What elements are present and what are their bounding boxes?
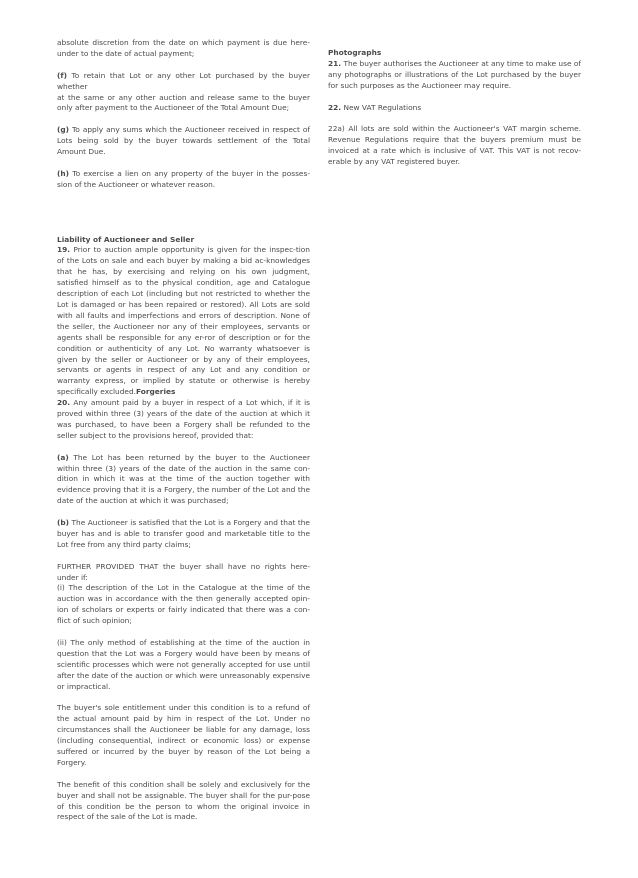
section-text: All lots are sold within the Auctioneer's VAT margin scheme. Revenue Regulations require that the buyers premium must be invoiced at a rate which is inclusive of VAT. This VAT is not recov-erable by any VAT registered buyer.	[328, 124, 581, 167]
paragraph-text: FURTHER PROVIDED THAT the buyer shall have no rights here-under if:	[57, 561, 310, 582]
clause-ii	[57, 638, 310, 693]
clause-text: To apply any sums which the Auctioneer received in respect of Lots being sold by the buyer towards settlement of the Total Amount Due.	[57, 125, 310, 157]
section-22a	[328, 124, 581, 168]
section-number: 19.	[57, 245, 71, 255]
clause-g	[57, 125, 310, 158]
section-text: Any amount paid by a buyer in respect of a Lot which, if it is proved within three (3) years of the date of the auction at which it was purchased, to have been a Forgery shall be refunded to the seller subject to the provisions hereof, provided that:	[57, 398, 310, 440]
clause-h	[57, 169, 310, 191]
section-19	[57, 235, 310, 442]
clause-text: To retain that Lot or any other Lot purchased by the buyer whether	[57, 70, 310, 91]
clause-text: The Lot has been returned by the buyer to the Auctioneer within three (3) years of the date of the auction in the same con-dition in which it was at the time of the auction together with evidence proving that it is a Forgery, the number of the Lot and the date of the auction at which it was purchased;	[57, 452, 311, 506]
section-heading: Photographs	[328, 48, 382, 57]
section-heading: Forgeries	[136, 387, 176, 397]
clause-a	[57, 453, 310, 508]
refund-paragraph	[57, 703, 310, 768]
paragraph-text: The benefit of this condition shall be solely and exclusively for the buyer and shall not be assignable. The buyer shall for the pur-pose of this condition be the person to whom the original invoice in respect of the sale of the Lot is made.	[57, 779, 310, 822]
clause-f	[57, 71, 310, 93]
clause-label: (g)	[57, 125, 70, 135]
clause-f-continued	[57, 93, 310, 115]
clause-label: (h)	[57, 168, 70, 178]
section-21	[328, 48, 581, 92]
clause-b	[57, 518, 310, 551]
clause-text: at the same or any other auction and release same to the buyer only after payment to the Auctioneer of the Total Amount Due;	[57, 92, 310, 113]
paragraph-text: (ii) The only method of establishing at the time of the auction in question that the Lot was a Forgery would have been by means of scientific processes which were not generally accepted for use until after the date of the auction or which were unreasonably expensive or impractical.	[57, 638, 310, 691]
clause-label: (a)	[57, 452, 69, 462]
section-number: 22.	[328, 102, 342, 112]
section-number: 20.	[57, 398, 71, 408]
section-22	[328, 103, 581, 114]
section-text: The buyer authorises the Auctioneer at any time to make use of any photographs or illustrations of the Lot purchased by the buyer for such purposes as the Auctioneer may require.	[328, 58, 581, 90]
clause-text: To exercise a lien on any property of the buyer in the posses-sion of the Auctioneer or whatever reason.	[57, 168, 310, 189]
left-column	[57, 38, 310, 834]
paragraph-continuation	[57, 38, 310, 60]
paragraph-text: (i) The description of the Lot in the Catalogue at the time of the auction was in accordance with the then generally accepted opin-ion of scholars or experts or fairly indicated that there was a con-flict of such opinion;	[57, 583, 310, 626]
section-title: New VAT Regulations	[343, 102, 422, 112]
paragraph-text: absolute discretion from the date on which payment is due here-under to the date of actual payment;	[57, 38, 310, 58]
benefit-paragraph	[57, 780, 310, 824]
section-text: Prior to auction ample opportunity is given for the inspec-tion of the Lots on sale and each buyer by making a bid ac-knowledges that he has, by exercising and relying on his own judgment, satisfied himself as to the physical condition, age and Catalogue description of each Lot (including but not restricted to whether the Lot is damaged or has been repaired or restored). All Lots are sold with all faults and imperfections and errors of description. None of the seller, the Auctioneer nor any of their employees, servants or agents shall be responsible for any er-ror of description or for the condition or authenticity of any Lot. No warranty whatsoever is given by the seller or Auctioneer or by any of their employees, servants or agents in respect of any Lot and any condition or warranty express, or implied by statute or otherwise is hereby specifically excluded.	[57, 245, 310, 397]
paragraph-text: The buyer's sole entitlement under this condition is to a refund of the actual amount paid by him in respect of the Lot. Under no circumstances shall the Auctioneer be liable for any damage, loss (including consequential, indirect or economic loss) or expense suffered or incurred by the buyer by reason of the Lot being a Forgery.	[57, 703, 310, 767]
further-provided	[57, 562, 310, 627]
section-number: 21.	[328, 58, 342, 68]
spacer	[57, 202, 310, 235]
right-column	[328, 48, 581, 179]
section-heading: Liability of Auctioneer and Seller	[57, 234, 195, 244]
clause-label: (b)	[57, 518, 70, 528]
clause-label: (f)	[57, 70, 67, 80]
section-number: 22a)	[328, 124, 345, 134]
clause-text: The Auctioneer is satisfied that the Lot is a Forgery and that the buyer has and is able to transfer good and marketable title to the Lot free from any third party claims;	[57, 518, 310, 549]
